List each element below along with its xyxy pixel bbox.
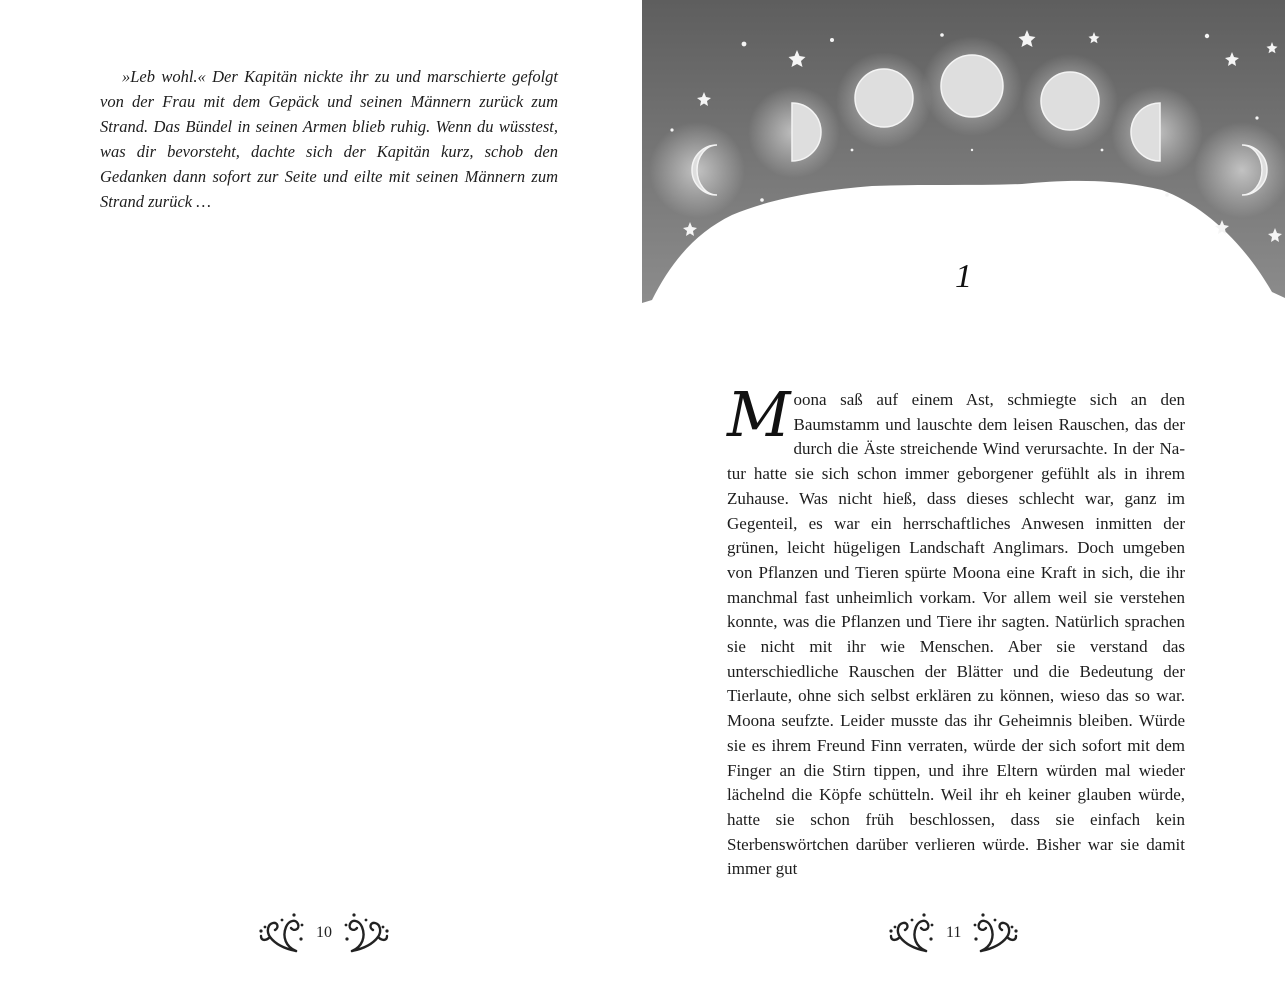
page-footer-right xyxy=(886,908,1021,958)
moon-phase-icon xyxy=(941,55,1003,117)
right-page xyxy=(642,0,1285,1000)
page-number: 10 xyxy=(316,924,332,941)
page-number: 11 xyxy=(946,924,962,941)
drop-cap: M xyxy=(727,378,791,451)
chapter-body-text xyxy=(727,378,1185,882)
swirl-ornament-icon xyxy=(344,911,392,955)
prologue-paragraph: »Leb wohl.« Der Kapitän nickte ihr zu und marschierte gefolgt von der Frau mit dem Gepäck und seinen Männern zurück zum Strand. Das Bündel in seinen Armen blieb ruhig. Wenn du wüsstest, was dir bevorsteht, dachte sich der Kapitän kurz, schob den Gedanken dann sofort zur Seite und eilte mit seinen Männern zum Strand zurück … xyxy=(100,67,558,211)
page-footer-left xyxy=(256,908,392,958)
moon-phase-icon xyxy=(855,69,913,127)
left-page xyxy=(0,0,642,1000)
chapter-number: 1 xyxy=(955,258,972,295)
chapter-paragraph: oona saß auf einem Ast, schmiegte sich an den Baumstamm und lauschte dem leisen Rauschen, das der durch die Äste streichende Wind verursachte. In der Natur hatte sie sich schon immer geborgener gefühlt als in ihrem Zuhause. Was nicht hieß, dass dieses schlecht war, ganz im Gegenteil, es war ein herrschaftliches Anwesen inmitten der grünen, leicht hügeligen Landschaft Anglimars. Doch umgeben von Pflanzen und Tieren spürte Moona eine Kraft in sich, die ihr manchmal fast unheimlich vorkam. Vor allem weil sie verstehen konnte, was die Pflanzen und Tiere ihr sagten. Natürlich sprachen sie nicht mit ihr wie Menschen. Aber sie verstand das unterschiedliche Rauschen der Blätter und die Bedeutung der Tierlaute, ohne sich selbst erklären zu können, wieso das so war. Moona seufzte. Leider musste das ihr Geheimnis bleiben. Würde sie es ihrem Freund Finn verraten, würde der sich sofort mit dem Finger an die Stirn tippen, und ihre Eltern würden mal wieder lächelnd die Köpfe schütteln. Weil ihr eh keiner glauben würde, hatte sie schon früh beschlossen, dass sie einfach kein Sterbenswörtchen darüber verlieren würde. Bisher war sie damit immer gut xyxy=(727,390,1185,879)
moon-phase-icon xyxy=(1041,72,1099,130)
swirl-ornament-icon xyxy=(886,911,934,955)
swirl-ornament-icon xyxy=(973,911,1021,955)
swirl-ornament-icon xyxy=(256,911,304,955)
